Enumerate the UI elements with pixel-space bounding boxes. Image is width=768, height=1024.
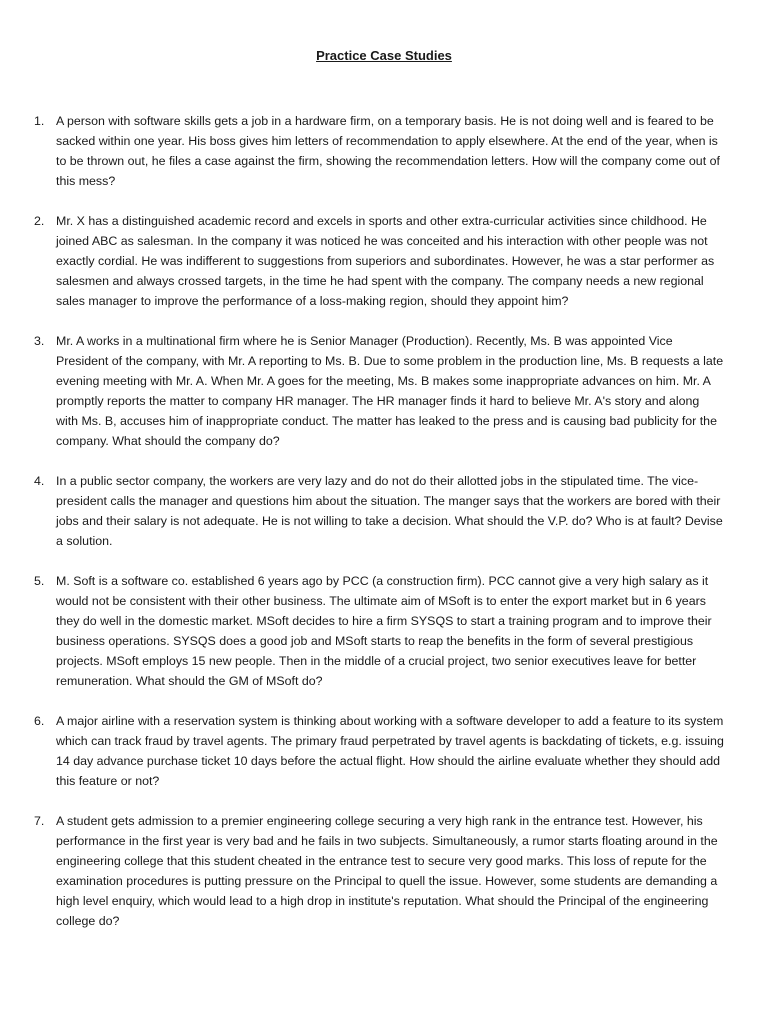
page-title: Practice Case Studies <box>316 48 452 63</box>
case-number: 6. <box>34 714 45 728</box>
case-text: A person with software skills gets a job in a hardware firm, on a temporary basis. He is not doing well and is feared to be sacked within one year. His boss gives him letters of recommendation to apply elsewhere. At the end of the year, when is to be thrown out, he files a case against the firm, showing the recommendation letters. How will the company come out of this mess? <box>56 114 720 188</box>
case-item-6 <box>34 711 724 791</box>
case-number: 2. <box>34 214 45 228</box>
case-number: 7. <box>34 814 45 828</box>
case-text: M. Soft is a software co. established 6 years ago by PCC (a construction firm). PCC cannot give a very high salary as it would not be consistent with their other business. The ultimate aim of MSoft is to enter the export market but in 6 years they do well in the domestic market. MSoft decides to hire a firm SYSQS to start a training program and to improve their business operations. SYSQS does a good job and MSoft starts to reap the benefits in the form of several prestigious projects. MSoft employs 15 new people. Then in the middle of a crucial project, two senior executives leave for better remuneration. What should the GM of MSoft do? <box>56 574 712 688</box>
case-list <box>34 111 724 951</box>
case-item-2 <box>34 211 724 311</box>
case-text: Mr. X has a distinguished academic record and excels in sports and other extra-curricular activities since childhood. He joined ABC as salesman. In the company it was noticed he was conceited and his interaction with other people was not exactly cordial. He was indifferent to suggestions from superiors and subordinates. However, he was a star performer as salesmen and always crossed targets, in the time he had spent with the company. The company needs a new regional sales manager to improve the performance of a loss-making region, should they appoint him? <box>56 214 715 308</box>
case-item-3 <box>34 331 724 451</box>
case-item-1 <box>34 111 724 191</box>
case-text: A major airline with a reservation system is thinking about working with a software developer to add a feature to its system which can track fraud by travel agents. The primary fraud perpetrated by travel agents is backdating of tickets, e.g. issuing 14 day advance purchase ticket 10 days before the actual flight. How should the airline evaluate whether they should add this feature or not? <box>56 714 724 788</box>
case-item-5 <box>34 571 724 691</box>
case-item-4 <box>34 471 724 551</box>
case-number: 3. <box>34 334 45 348</box>
case-text: In a public sector company, the workers are very lazy and do not do their allotted jobs in the stipulated time. The vice-president calls the manager and questions him about the situation. The manger says that the workers are bored with their jobs and their salary is not adequate. He is not willing to take a decision. What should the V.P. do? Who is at fault? Devise a solution. <box>56 474 723 548</box>
case-number: 1. <box>34 114 45 128</box>
case-item-7 <box>34 811 724 931</box>
case-number: 4. <box>34 474 45 488</box>
case-number: 5. <box>34 574 45 588</box>
case-text: A student gets admission to a premier engineering college securing a very high rank in the entrance test. However, his performance in the first year is very bad and he fails in two subjects. Simultaneously, a rumor starts floating around in the engineering college that this student cheated in the entrance test to secure very good marks. This loss of repute for the examination procedures is putting pressure on the Principal to quell the issue. However, some students are demanding a high level enquiry, which would lead to a high drop in institute's reputation. What should the Principal of the engineering college do? <box>56 814 718 928</box>
case-text: Mr. A works in a multinational firm where he is Senior Manager (Production). Recently, Ms. B was appointed Vice President of the company, with Mr. A reporting to Ms. B. Due to some problem in the production line, Ms. B requests a late evening meeting with Mr. A. When Mr. A goes for the meeting, Ms. B makes some inappropriate advances on him. Mr. A promptly reports the matter to company HR manager. The HR manager finds it hard to believe Mr. A's story and along with Ms. B, accuses him of inappropriate conduct. The matter has leaked to the press and is causing bad publicity for the company. What should the company do? <box>56 334 724 448</box>
